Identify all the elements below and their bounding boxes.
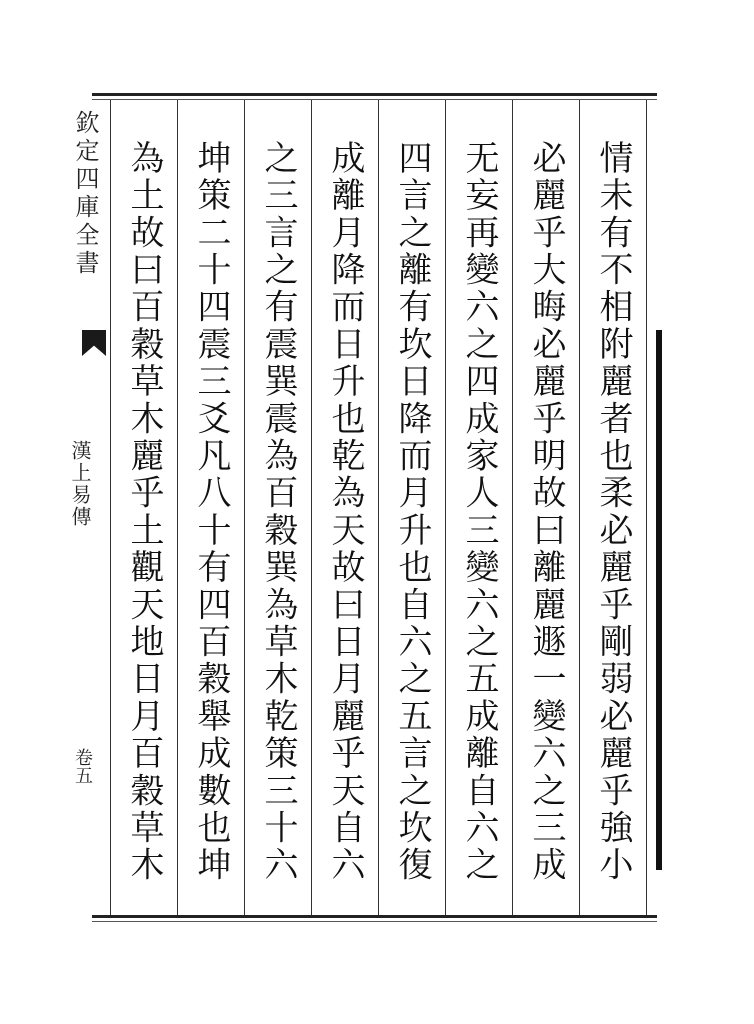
text-column-2: 必麗乎大晦必麗乎明故曰離麗遯一變六之三成	[526, 140, 566, 884]
column-divider	[311, 100, 312, 915]
margin-page-number: 卷五	[72, 748, 93, 784]
column-divider	[177, 100, 178, 915]
top-frame-rule	[92, 93, 657, 96]
text-column-4: 四言之離有坎日降而月升也自六之五言之坎復	[392, 140, 432, 884]
column-divider	[378, 100, 379, 915]
column-divider	[512, 100, 513, 915]
text-column-5: 成離月降而日升也乾為天故曰日月麗乎天自六	[325, 140, 365, 884]
text-column-1: 情未有不相附麗者也柔必麗乎剛弱必麗乎強小	[593, 140, 633, 884]
text-column-7: 坤策二十四震三爻凡八十有四百穀舉成數也坤	[191, 140, 231, 884]
margin-book-title: 漢上易傳	[68, 440, 92, 528]
text-column-3: 无妄再變六之四成家人三變六之五成離自六之	[459, 140, 499, 884]
bottom-frame-rule-inner	[92, 921, 657, 922]
text-column-8: 為土故曰百穀草木麗乎土觀天地日月百穀草木	[124, 140, 164, 884]
margin-collection-title: 欽定四庫全書	[71, 110, 99, 278]
bottom-frame-rule	[92, 915, 657, 918]
fishtail-mark-icon	[82, 330, 106, 356]
column-divider	[244, 100, 245, 915]
fold-edge-bar	[656, 330, 662, 870]
column-divider	[579, 100, 580, 915]
column-divider	[646, 100, 647, 915]
text-column-6: 之三言之有震巽震為百穀巽為草木乾策三十六	[258, 140, 298, 884]
column-divider	[110, 100, 111, 915]
column-divider	[445, 100, 446, 915]
